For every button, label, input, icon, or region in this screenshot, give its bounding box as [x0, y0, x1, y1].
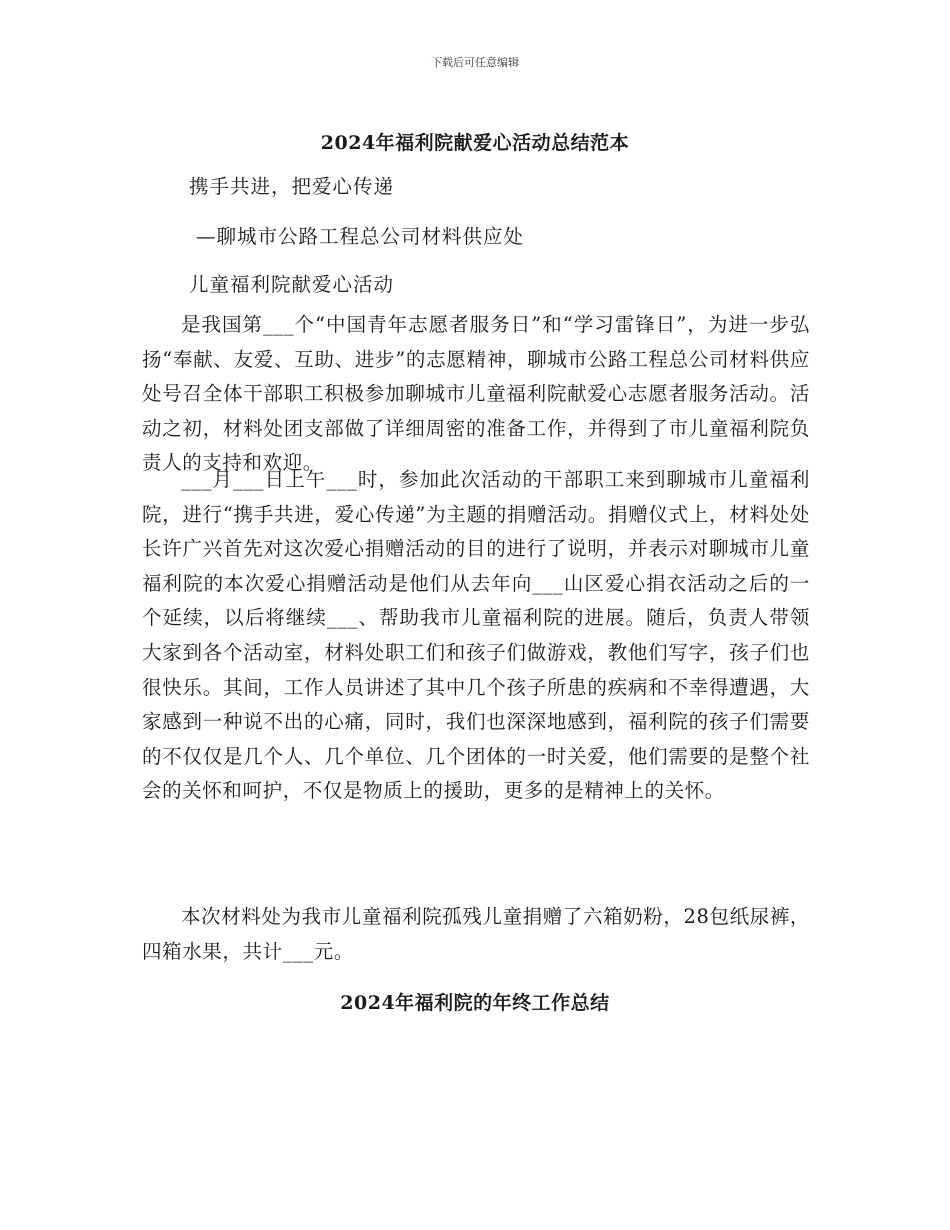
- section-heading: 儿童福利院献爱心活动: [189, 273, 395, 296]
- paragraph-3: 本次材料处为我市儿童福利院孤残儿童捐赠了六箱奶粉，28包纸尿裤，四箱水果，共计___元。: [142, 905, 811, 963]
- document-title: 2024年福利院献爱心活动总结范本: [320, 132, 630, 154]
- byline: —聊城市公路工程总公司材料供应处: [196, 225, 525, 248]
- paragraph-2: ___月___日上午___时，参加此次活动的干部职工来到聊城市儿童福利院，进行“携手共进，爱心传递”为主题的捐赠活动。捐赠仪式上，材料处处长许广兴首先对这次爱心捐赠活动的目的进行了说明，并表示对聊城市儿童福利院的本次爱心捐赠活动是他们从去年向___山区爱心捐衣活动之后的一个延续，以后将继续___、帮助我市儿童福利院的进展。随后，负责人带领大家到各个活动室，材料处职工们和孩子们做游戏，教他们写字，孩子们也很快乐。其间，工作人员讲述了其中几个孩子所患的疾病和不幸得遭遇，大家感到一种说不出的心痛，同时，我们也深深地感到，福利院的孩子们需要的不仅仅是几个人、几个单位、几个团体的一时关爱，他们需要的是整个社会的关怀和呵护，不仅是物质上的援助，更多的是精神上的关怀。: [142, 468, 810, 803]
- next-section-title: 2024年福利院的年终工作总结: [340, 992, 610, 1014]
- download-note: 下载后可任意编辑: [431, 56, 519, 69]
- paragraph-1: 是我国第___个“中国青年志愿者服务日”和“学习雷锋日”，为进一步弘扬“奉献、友爱、互助、进步”的志愿精神，聊城市公路工程总公司材料供应处号召全体干部职工积极参加聊城市儿童福利院献爱心志愿者服务活动。活动之初，材料处团支部做了详细周密的准备工作，并得到了市儿童福利院负责人的支持和欢迎。: [142, 313, 810, 475]
- subtitle: 携手共进，把爱心传递: [189, 175, 395, 198]
